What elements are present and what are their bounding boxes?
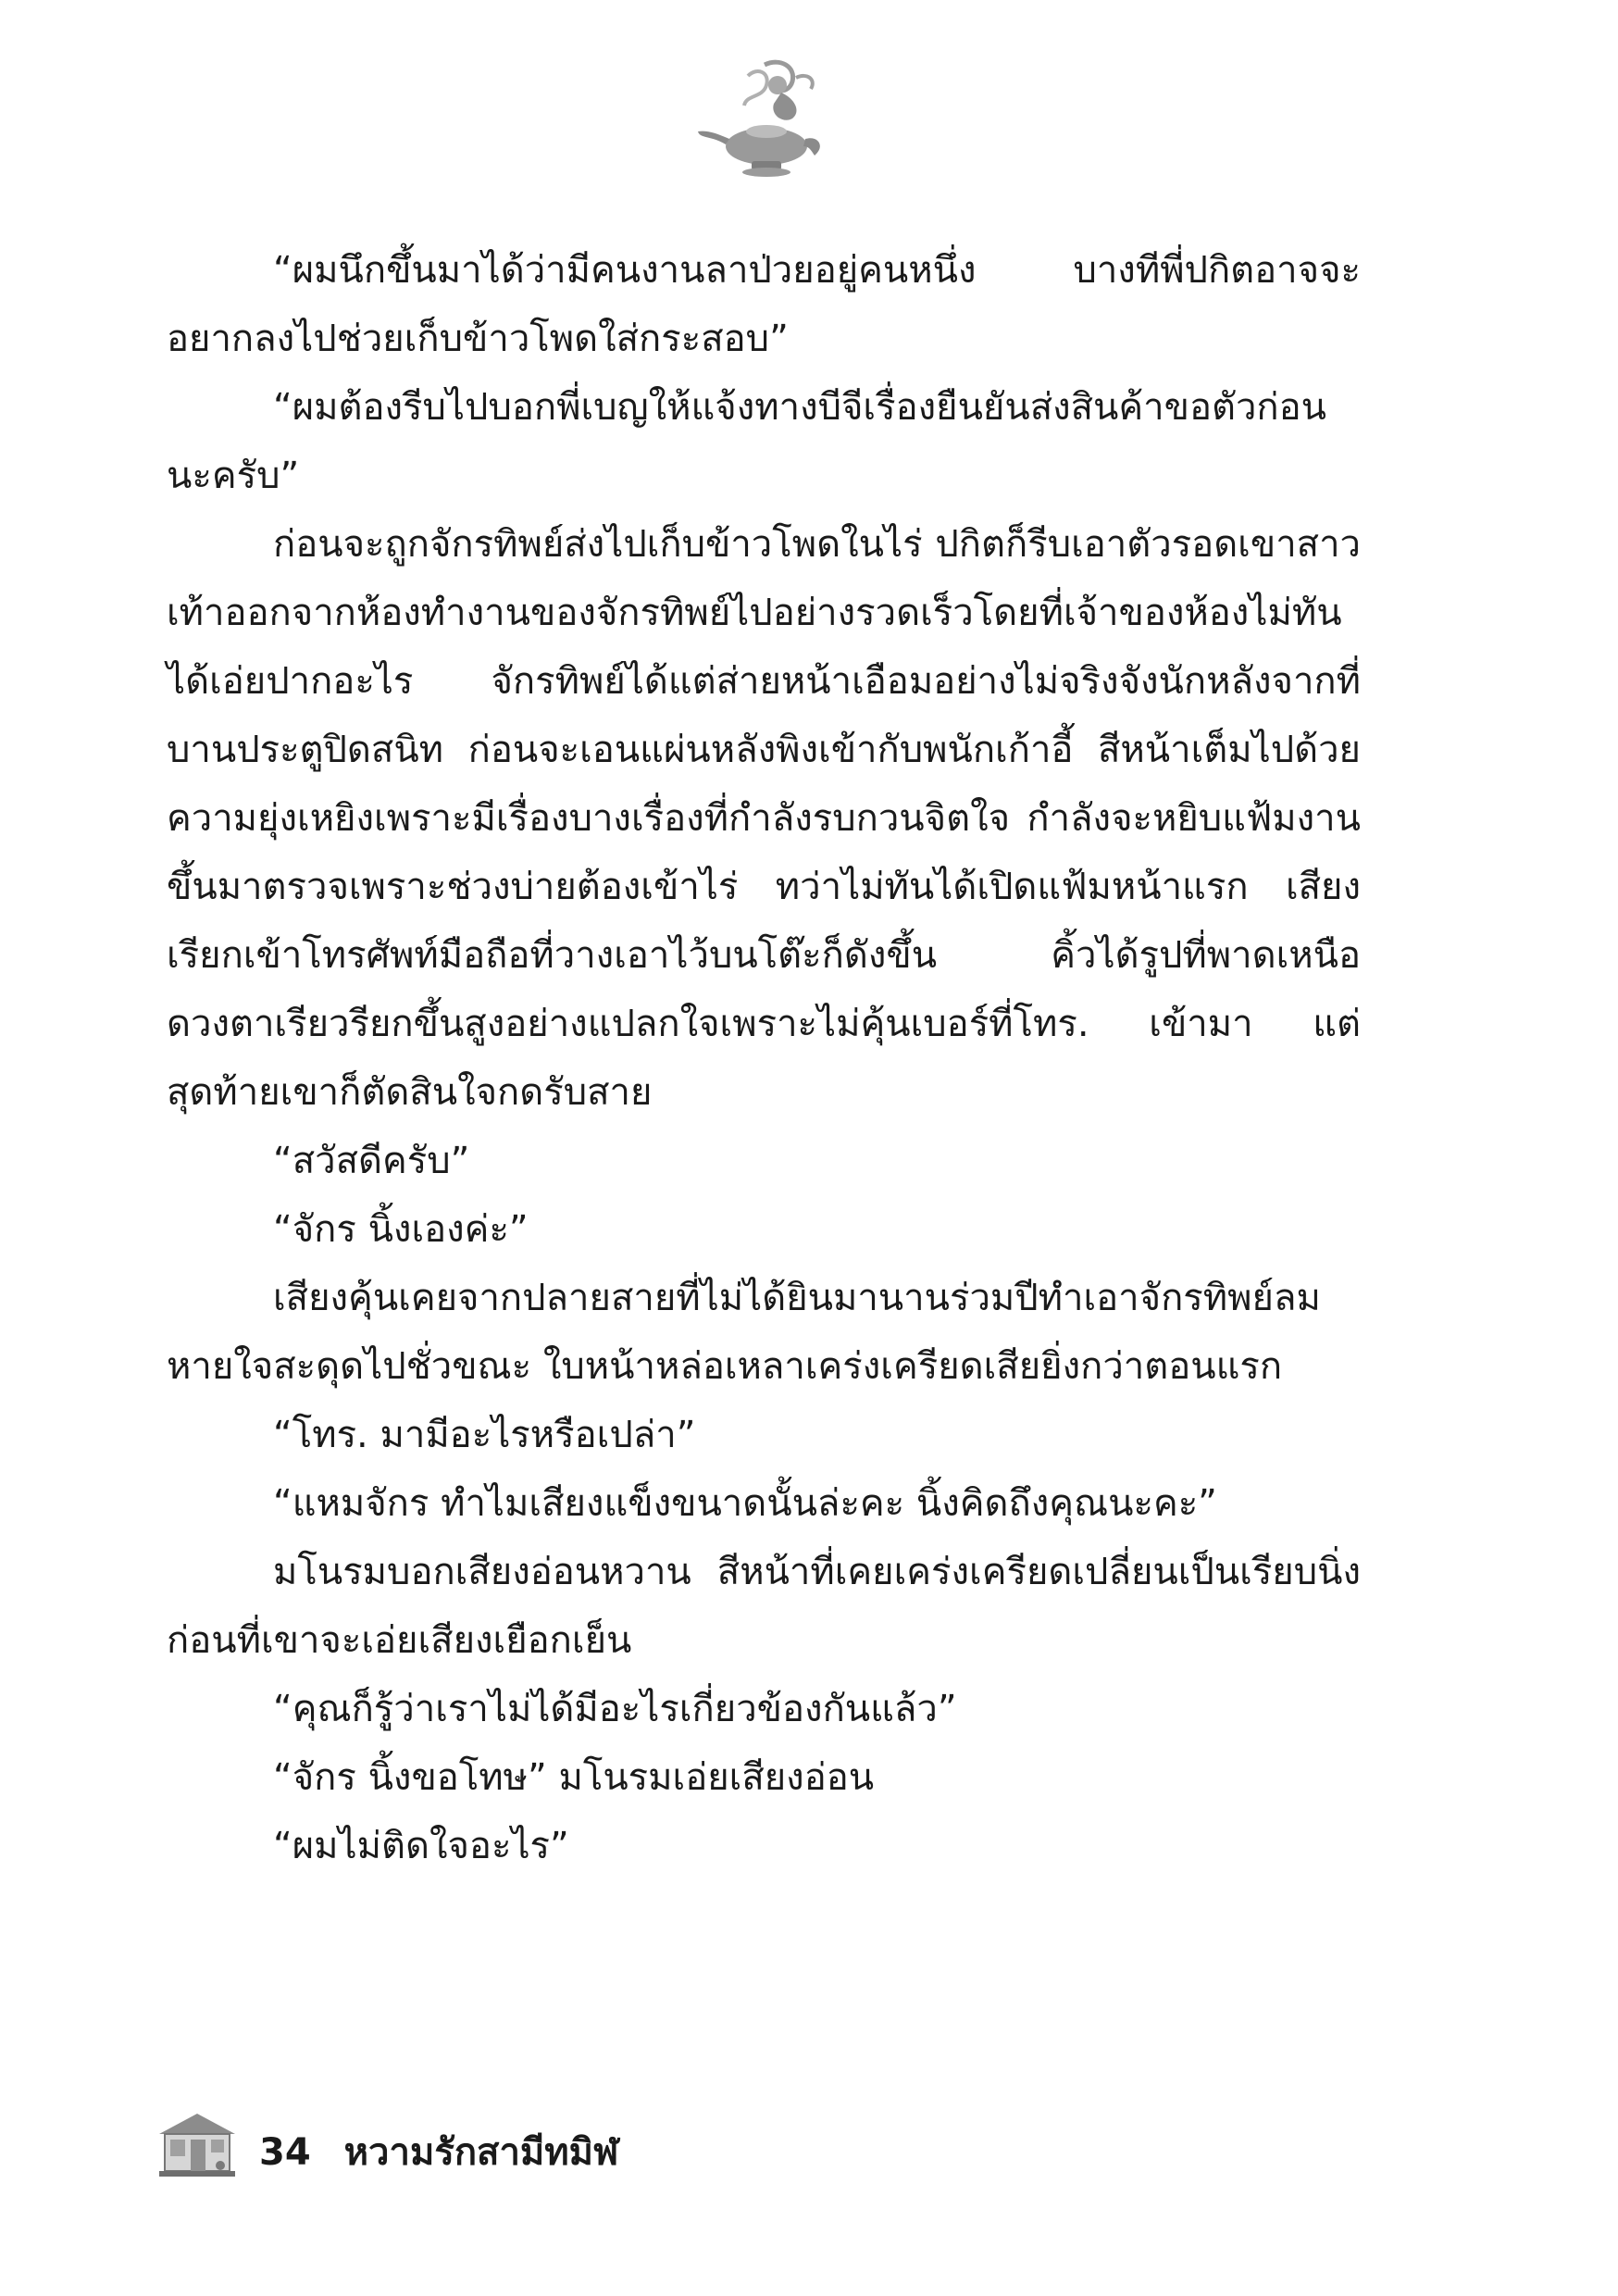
page-number: 34 — [259, 2131, 311, 2174]
paragraph: “แหมจักร ทำไมเสียงแข็งขนาดนั้นล่ะคะ นิ้งคิดถึงคุณนะคะ” — [273, 1482, 1217, 1525]
house-shop-icon — [156, 2108, 239, 2180]
paragraph: “จักร นิ้งขอโทษ” มโนรมเอ่ยเสียงอ่อน — [273, 1756, 875, 1799]
cupid-teapot-ornament-icon — [692, 57, 831, 178]
paragraph: “ผมนึกขึ้นมาได้ว่ามีคนงานลาป่วยอยู่คนหนึ่ง บางทีพี่ปกิตอาจจะอยากลงไปช่วยเก็บข้าวโพดใส่กระสอบ” — [167, 249, 1361, 360]
paragraph: “จักร นิ้งเองค่ะ” — [273, 1208, 529, 1251]
paragraph: ก่อนจะถูกจักรทิพย์ส่งไปเก็บข้าวโพดในไร่ ปกิตก็รีบเอาตัวรอดเขาสาวเท้าออกจากห้องทำงานของจักรทิพย์ไปอย่างรวดเร็วโดยที่เจ้าของห้องไม่ทันได้เอ่ยปากอะไร จักรทิพย์ได้แต่ส่ายหน้าเอือมอย่างไม่จริงจังนักหลังจากที่บานประตูปิดสนิท ก่อนจะเอนแผ่นหลังพิงเข้ากับพนักเก้าอี้ สีหน้าเต็มไปด้วยความยุ่งเหยิงเพราะมีเรื่องบางเรื่องที่กำลังรบกวนจิตใจ กำลังจะหยิบแฟ้มงานขึ้นมาตรวจเพราะช่วงบ่ายต้องเข้าไร่ ทว่าไม่ทันได้เปิดแฟ้มหน้าแรก เสียงเรียกเข้าโทรศัพท์มือถือที่วางเอาไว้บนโต๊ะก็ดังขึ้น คิ้วได้รูปที่พาดเหนือดวงตาเรียวรียกขึ้นสูงอย่างแปลกใจเพราะไม่คุ้นเบอร์ที่โทร. เข้ามา แต่สุดท้ายเขาก็ตัดสินใจกดรับสาย — [167, 523, 1361, 1114]
paragraph: เสียงคุ้นเคยจากปลายสายที่ไม่ได้ยินมานานร่วมปีทำเอาจักรทิพย์ลมหายใจสะดุดไปชั่วขณะ ใบหน้าหล่อเหลาเคร่งเครียดเสียยิ่งกว่าตอนแรก — [167, 1277, 1321, 1388]
paragraph: มโนรมบอกเสียงอ่อนหวาน สีหน้าที่เคยเคร่งเครียดเปลี่ยนเป็นเรียบนิ่งก่อนที่เขาจะเอ่ยเสียงเยือกเย็น — [167, 1551, 1361, 1662]
book-title: หวามรักสามีทมิฬ — [343, 2131, 619, 2174]
page-footer — [156, 2102, 618, 2180]
paragraph: “โทร. มามีอะไรหรือเปล่า” — [273, 1414, 696, 1456]
page-body — [167, 236, 1361, 1880]
paragraph: “ผมต้องรีบไปบอกพี่เบญให้แจ้งทางบีจีเรื่องยืนยันส่งสินค้าขอตัวก่อนนะครับ” — [167, 386, 1327, 497]
paragraph: “คุณก็รู้ว่าเราไม่ได้มีอะไรเกี่ยวข้องกันแล้ว” — [273, 1688, 957, 1730]
paragraph: “ผมไม่ติดใจอะไร” — [273, 1825, 569, 1867]
paragraph: “สวัสดีครับ” — [273, 1140, 470, 1182]
